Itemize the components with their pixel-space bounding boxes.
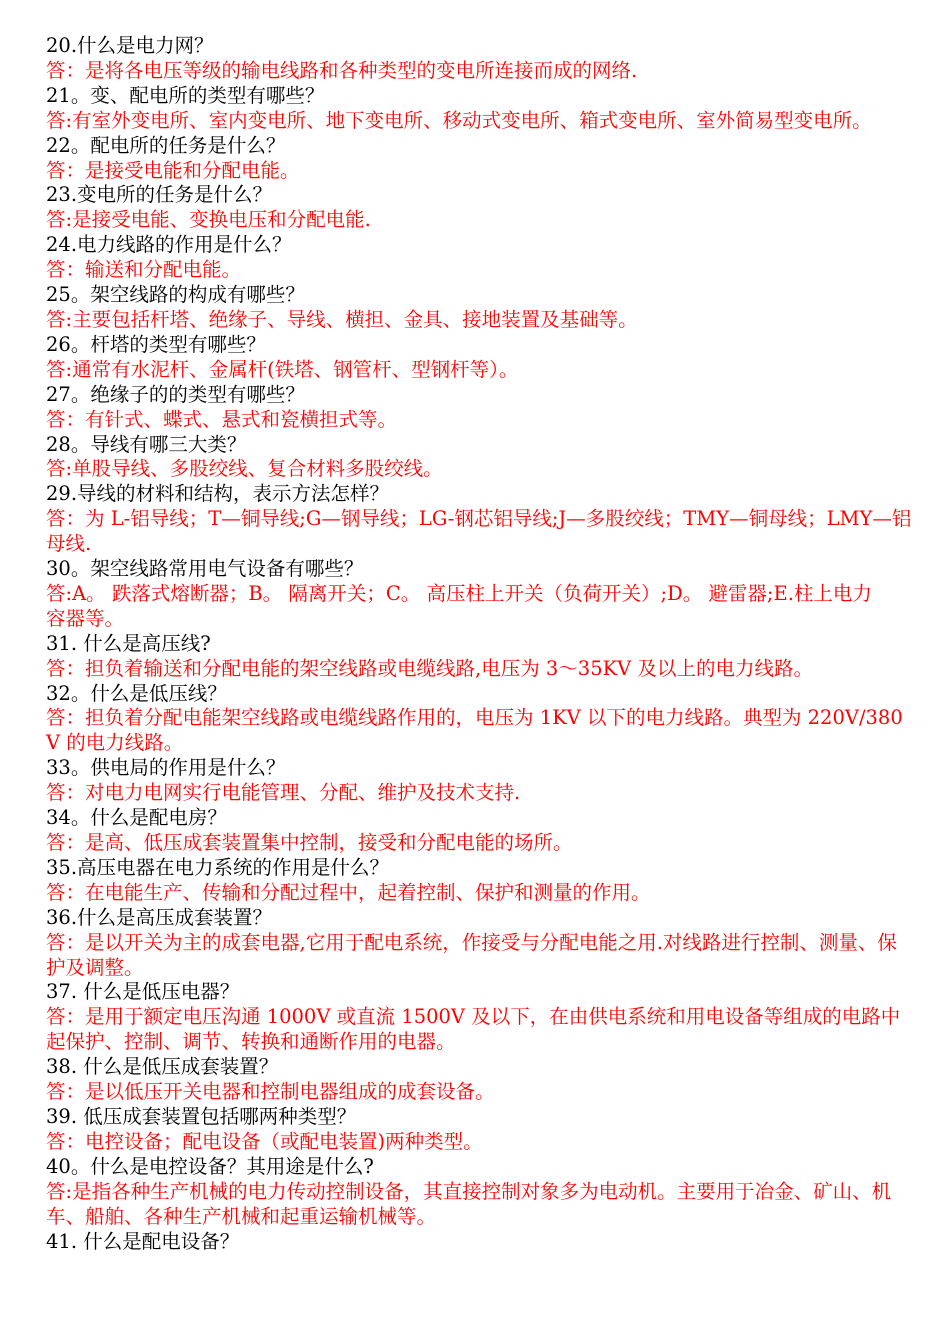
answer-text: 答：是用于额定电压沟通 1000V 或直流 1500V 及以下，在由供电系统和用电设备等组成的电路中起保护、控制、调节、转换和通断作用的电器。	[46, 1005, 901, 1054]
answer-text: 答:是指各种生产机械的电力传动控制设备，其直接控制对象多为电动机。主要用于冶金、矿山、机车、船舶、各种生产机械和起重运输机械等。	[46, 1179, 892, 1228]
question-text: 21。变、配电所的类型有哪些？	[46, 83, 325, 107]
answer-text: 答:有室外变电所、室内变电所、地下变电所、移动式变电所、箱式变电所、室外简易型变电所。	[46, 108, 872, 132]
answer-text: 答：担负着分配电能架空线路或电缆线路作用的，电压为 1KV 以下的电力线路。典型为 220V/380V 的电力线路。	[46, 706, 903, 755]
answer-text: 答:A。 跌落式熔断器；B。 隔离开关；C。 高压柱上开关（负荷开关）;D。 避雷器;E.柱上电力	[46, 581, 872, 605]
question-text: 23.变电所的任务是什么？	[46, 183, 273, 207]
question-text: 27。绝缘子的的类型有哪些？	[46, 382, 305, 406]
answer-text: 答：是高、低压成套装置集中控制，接受和分配电能的场所。	[46, 831, 573, 854]
answer-text: 答：有针式、蝶式、悬式和瓷横担式等。	[46, 407, 398, 431]
question-text: 40。什么是电控设备？其用途是什么?	[46, 1154, 374, 1178]
answer-text: 答：为 L-铝导线；T—铜导线;G—钢导线；LG-钢芯铝导线;J—多股绞线；TMY—铜母线；LMY—铝母线.	[46, 507, 912, 556]
answer-text: 答：输送和分配电能。	[46, 258, 242, 282]
question-text: 34。什么是配电房？	[46, 806, 227, 830]
question-text: 30。架空线路常用电气设备有哪些？	[46, 557, 364, 581]
answer-text: 答：是接受电能和分配电能。	[46, 158, 300, 182]
question-text: 39. 低压成套装置包括哪两种类型？	[46, 1104, 357, 1128]
answer-text: 答：在电能生产、传输和分配过程中，起着控制、保护和测量的作用。	[46, 880, 651, 904]
question-text: 37. 什么是低压电器？	[46, 980, 240, 1004]
question-text: 33。供电局的作用是什么？	[46, 756, 286, 780]
answer-text: 答：是将各电压等级的输电线路和各种类型的变电所连接而成的网络.	[46, 58, 638, 82]
question-text: 36.什么是高压成套装置？	[46, 905, 273, 929]
answer-text: 答：是以开关为主的成套电器,它用于配电系统，作接受与分配电能之用.对线路进行控制、测量、保护及调整。	[46, 930, 897, 979]
question-text: 38. 什么是低压成套装置？	[46, 1055, 279, 1079]
question-text: 22。配电所的任务是什么？	[46, 133, 286, 157]
question-text: 31. 什么是高压线?	[46, 631, 211, 655]
answer-text: 容器等。	[46, 606, 125, 630]
answer-text: 答:主要包括杆塔、绝缘子、导线、横担、金具、接地装置及基础等。	[46, 307, 638, 331]
answer-text: 答：电控设备；配电设备（或配电装置)两种类型。	[46, 1129, 483, 1153]
question-text: 28。导线有哪三大类？	[46, 432, 247, 456]
question-text: 32。什么是低压线？	[46, 681, 227, 705]
question-text: 26。杆塔的类型有哪些？	[46, 332, 266, 356]
answer-text: 答：担负着输送和分配电能的架空线路或电缆线路,电压为 3～35KV 及以上的电力线路。	[46, 656, 813, 680]
answer-text: 答：是以低压开关电器和控制电器组成的成套设备。	[46, 1080, 495, 1104]
question-text: 41. 什么是配电设备？	[46, 1229, 240, 1253]
answer-text: 答:通常有水泥杆、金属杆(铁塔、钢管杆、型钢杆等）。	[46, 357, 519, 381]
answer-text: 答:是接受电能、变换电压和分配电能.	[46, 208, 371, 232]
answer-text: 答：对电力电网实行电能管理、分配、维护及技术支持.	[46, 781, 521, 805]
answer-text: 答:单股导线、多股绞线、复合材料多股绞线。	[46, 457, 443, 481]
document-page	[46, 34, 916, 1254]
question-text: 25。架空线路的构成有哪些？	[46, 283, 305, 307]
question-text: 24.电力线路的作用是什么？	[46, 233, 292, 257]
question-text: 35.高压电器在电力系统的作用是什么？	[46, 855, 390, 879]
question-text: 20.什么是电力网？	[46, 34, 214, 57]
question-text: 29.导线的材料和结构，表示方法怎样？	[46, 482, 390, 506]
